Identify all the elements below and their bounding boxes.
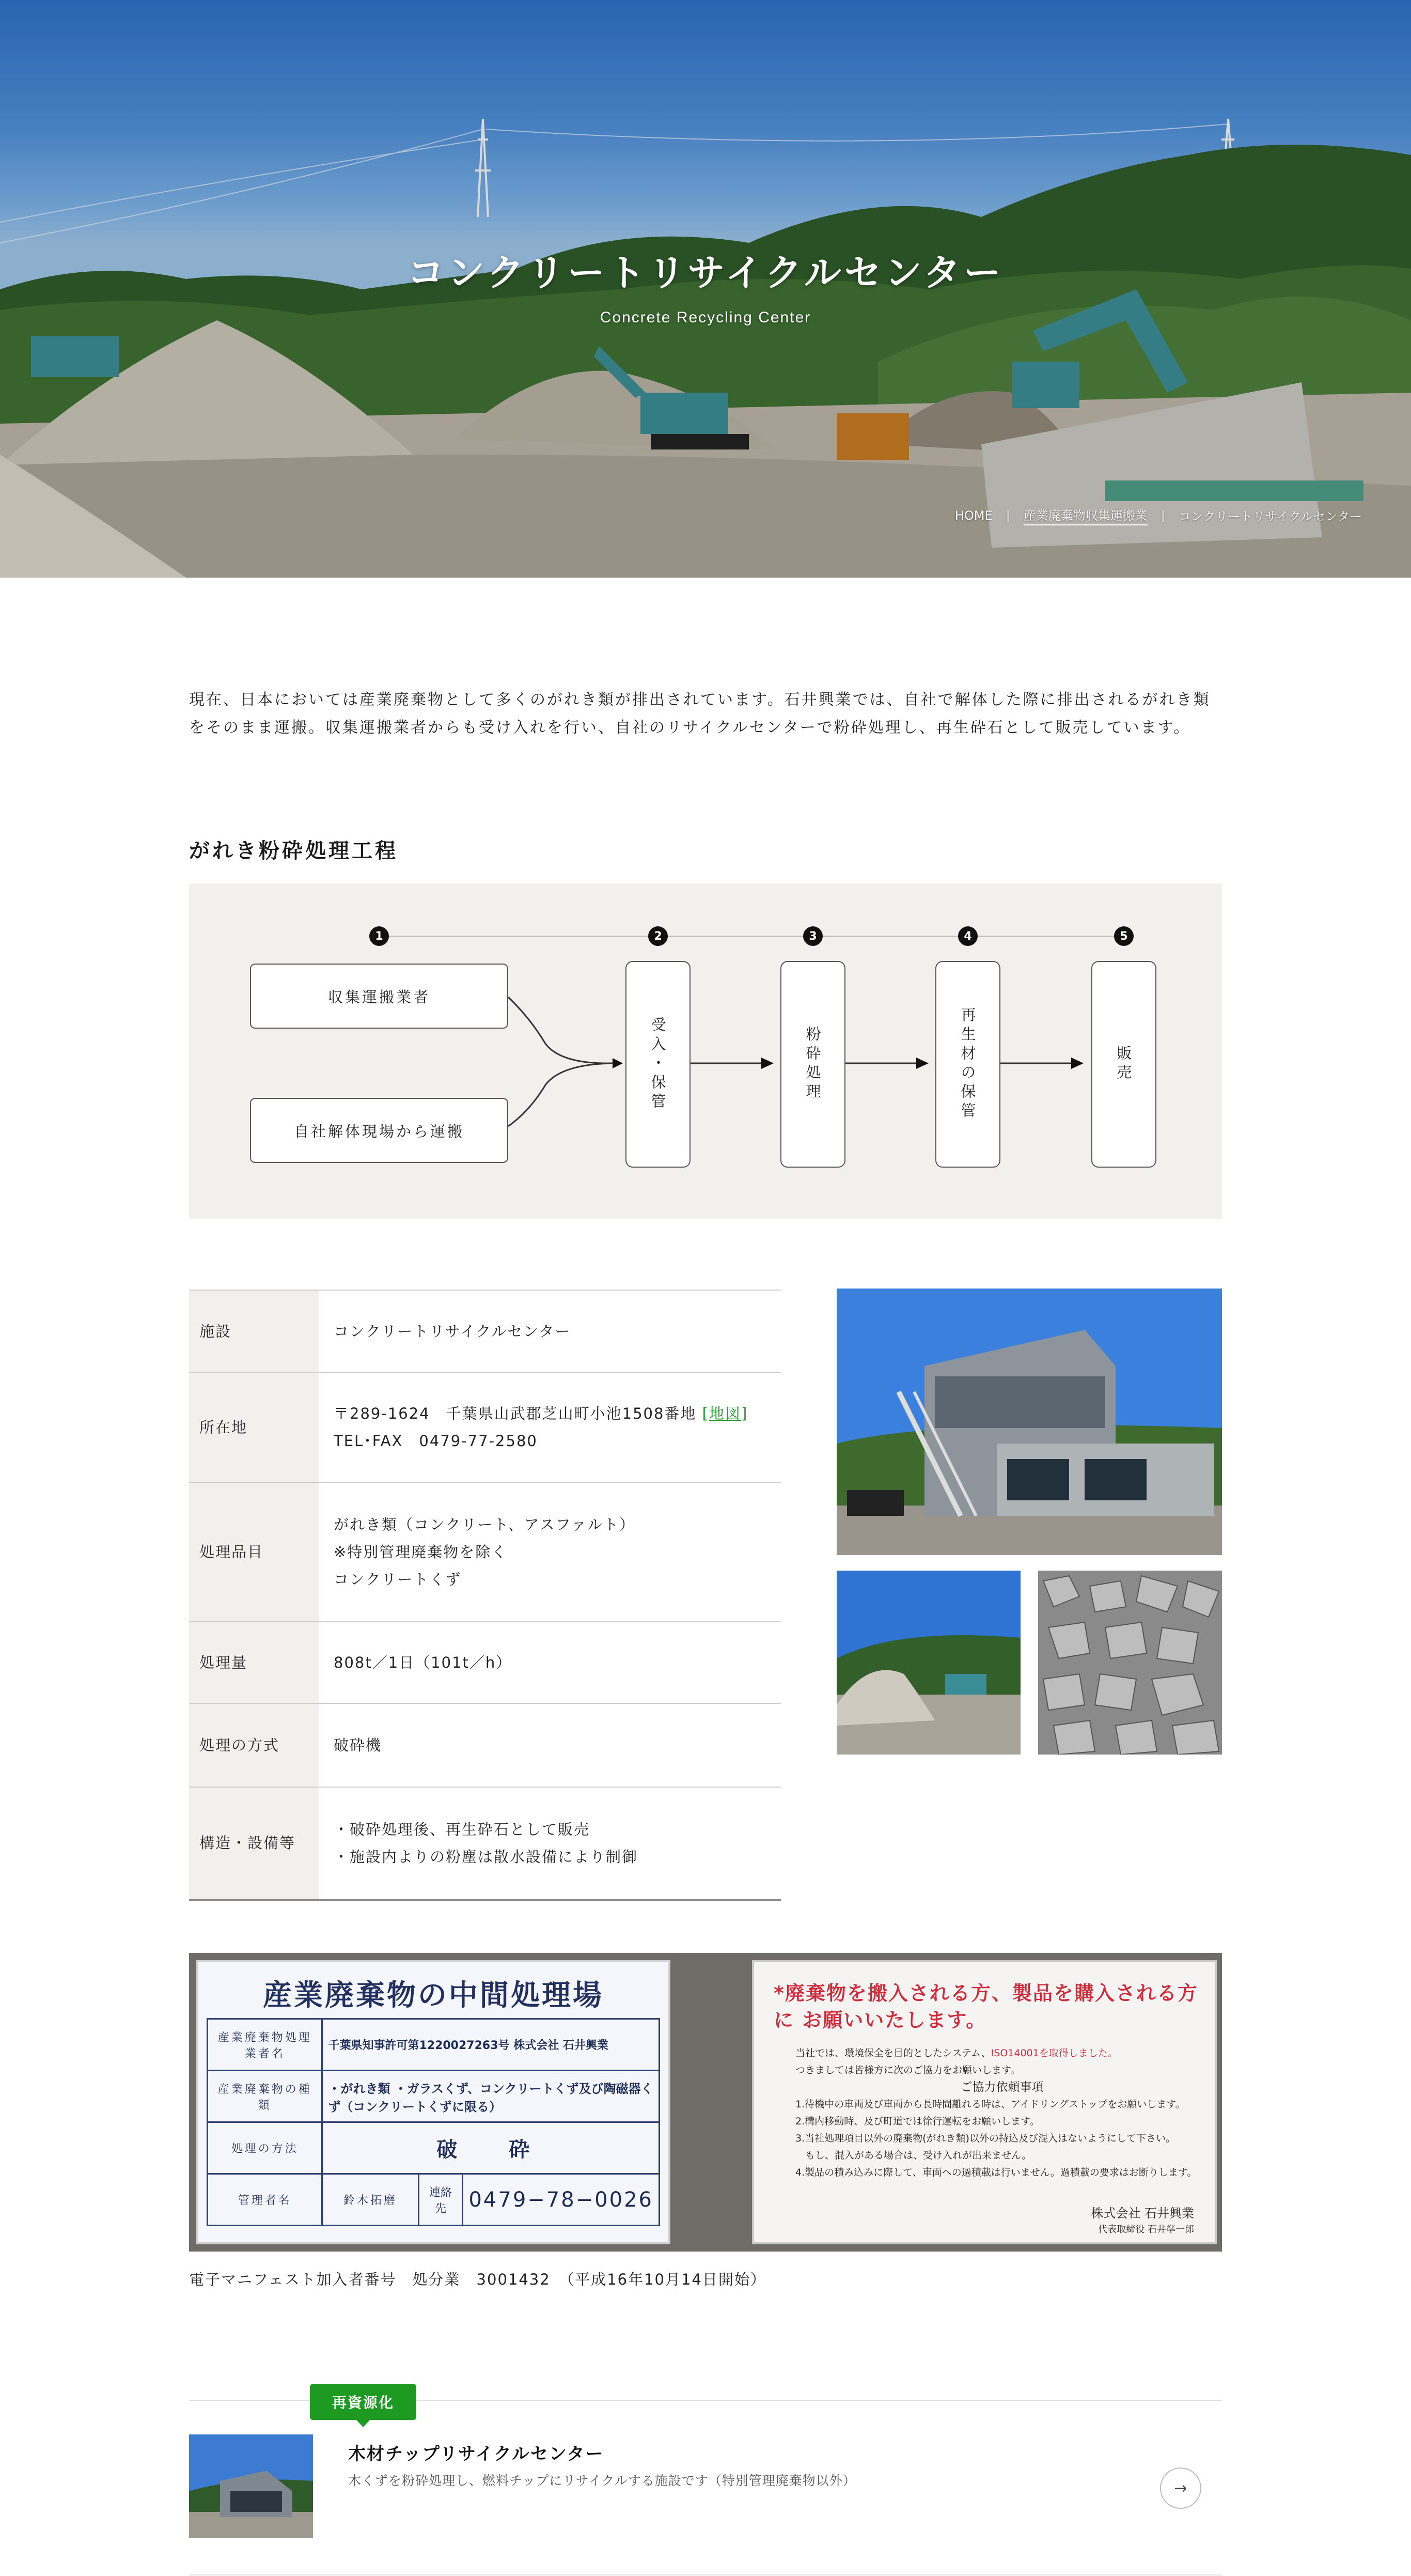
sign-row xyxy=(208,2122,660,2174)
tel-fax: TEL･FAX 0479-77-2580 xyxy=(334,1432,538,1450)
step-number-5: 5 xyxy=(1114,926,1134,946)
table-row xyxy=(189,1703,781,1787)
request-notice-sign xyxy=(752,1960,1217,2244)
row-label: 施設 xyxy=(189,1290,319,1373)
item-line: コンクリートくず xyxy=(334,1570,462,1588)
notice-item: 2.構内移動時、及び町道では徐行運転をお願いします。 xyxy=(795,2116,1040,2127)
table-row xyxy=(189,1482,781,1622)
capacity-value: 808t／1日（101t／h） xyxy=(334,1653,512,1671)
step-recycled-storage xyxy=(935,961,1000,1168)
breadcrumb-home-link[interactable]: HOME xyxy=(954,508,993,523)
sign-contact-label: 連絡先 xyxy=(418,2174,463,2226)
notice-item: 3.当社処理項目以外の廃棄物(がれき類)以外の持込及び混入はないようにして下さい。 xyxy=(795,2133,1175,2144)
notice-text: 当社では、環境保全を目的としたシステム、 xyxy=(795,2047,991,2059)
row-label: 処理品目 xyxy=(189,1482,319,1622)
step-crush-label: 粉砕処理 xyxy=(804,1026,822,1103)
sign-row xyxy=(208,2174,660,2226)
equipment-line: ・破砕処理後、再生砕石として販売 xyxy=(334,1820,590,1838)
row-label: 処理の方式 xyxy=(189,1703,319,1787)
sign-phone: 0479−78−0026 xyxy=(463,2174,660,2226)
sign-row xyxy=(208,2019,660,2071)
page-title: コンクリートリサイクルセンター xyxy=(407,251,1004,294)
source-collector-label: 収集運搬業者 xyxy=(327,988,430,1006)
sign-value: 千葉県知事許可第1220027263号 株式会社 石井興業 xyxy=(322,2019,660,2071)
map-link-bracket: [ xyxy=(702,1405,709,1422)
wood-chip-center-thumbnail xyxy=(189,2434,313,2538)
sign-key: 管理者名 xyxy=(208,2174,322,2226)
source-own-demolition-label: 自社解体現場から運搬 xyxy=(293,1122,464,1140)
notice-item: 4.製品の積み込みに際して、車両への過積載は行いません。過積載の要求はお断りします。 xyxy=(795,2167,1197,2178)
row-label: 構造・設備等 xyxy=(189,1787,319,1900)
breadcrumb-separator: | xyxy=(1161,508,1165,523)
notice-line: つきましては皆様方に次のご協力をお願いします。 xyxy=(795,2065,1021,2076)
breadcrumb xyxy=(955,505,1362,525)
table-row xyxy=(189,1622,781,1703)
sign-title: 産業廃棄物の中間処理場 xyxy=(263,1978,604,2012)
hero-banner xyxy=(0,0,1411,578)
divider xyxy=(189,2574,1222,2575)
notice-item: 1.待機中の車両及び車両から長時間離れる時は、アイドリングストップをお願いします。 xyxy=(795,2099,1185,2110)
row-value xyxy=(319,1703,781,1787)
related-card-title: 木材チップリサイクルセンター xyxy=(348,2444,604,2464)
breadcrumb-separator: | xyxy=(1006,508,1010,523)
table-row xyxy=(189,1290,781,1373)
arrow-right-icon[interactable]: → xyxy=(1160,2468,1201,2509)
sign-key: 産業廃棄物の種類 xyxy=(208,2071,322,2122)
row-value xyxy=(319,1787,781,1900)
step-number-3: 3 xyxy=(803,926,823,946)
sign-value: 鈴木拓磨 xyxy=(322,2174,418,2226)
table-row xyxy=(189,1787,781,1900)
related-card-description: 木くずを粉砕処理し、燃料チップにリサイクルする施設です（特別管理廃棄物以外） xyxy=(348,2473,856,2488)
item-line: ※特別管理廃棄物を除く xyxy=(334,1543,508,1561)
notice-highlight: ISO14001を取得しました。 xyxy=(991,2047,1118,2059)
notice-heading: ご協力依頼事項 xyxy=(960,2081,1044,2094)
address-line xyxy=(334,1400,781,1427)
breadcrumb-current: コンクリートリサイクルセンター xyxy=(1178,509,1362,524)
step-sales xyxy=(1091,961,1156,1168)
flow-connectors xyxy=(189,883,1222,1219)
notice-representative: 代表取締役 石井準一郎 xyxy=(1098,2224,1194,2235)
site-photo xyxy=(837,1571,1021,1755)
row-value xyxy=(319,1373,781,1482)
notice-item: もし、混入がある場合は、受け入れが出来ません。 xyxy=(795,2150,1032,2161)
process-flow-diagram xyxy=(189,883,1222,1219)
sign-key: 産業廃棄物処理業者名 xyxy=(208,2019,322,2071)
step-sales-label: 販売 xyxy=(1115,1045,1133,1083)
step-number-1: 1 xyxy=(369,926,389,946)
row-label: 処理量 xyxy=(189,1622,319,1703)
notice-body xyxy=(795,2045,1209,2181)
row-value xyxy=(319,1622,781,1703)
row-value xyxy=(319,1290,781,1373)
notice-title: *廃棄物を搬入される方、製品を購入される方に お願いいたします。 xyxy=(774,1982,1198,2031)
row-value xyxy=(319,1482,781,1622)
facility-name: コンクリートリサイクルセンター xyxy=(334,1322,571,1340)
method-value: 破砕機 xyxy=(334,1736,382,1754)
notice-company: 株式会社 石井興業 xyxy=(1091,2206,1194,2221)
map-link-bracket: ] xyxy=(741,1405,748,1422)
source-own-demolition xyxy=(250,1098,508,1163)
address-text: 〒289-1624 千葉県山武郡芝山町小池1508番地 xyxy=(334,1405,697,1422)
map-link[interactable]: 地図 xyxy=(709,1405,741,1422)
sign-key: 処理の方法 xyxy=(208,2122,322,2174)
breadcrumb-category-link[interactable]: 産業廃棄物収集運搬業 xyxy=(1024,505,1148,525)
category-badge: 再資源化 xyxy=(310,2384,416,2420)
facility-sign-photo xyxy=(189,1953,1222,2252)
equipment-line: ・施設内よりの粉塵は散水設備により制御 xyxy=(334,1848,638,1866)
row-label: 所在地 xyxy=(189,1373,319,1482)
sign-value: ・がれき類 ・ガラスくず、コンクリートくず及び陶磁器くず（コンクリートくずに限る） xyxy=(322,2071,660,2122)
sign-value: 破 砕 xyxy=(322,2122,660,2174)
e-manifest-caption: 電子マニフェスト加入者番号 処分業 3001432 （平成16年10月14日開始） xyxy=(189,2271,766,2288)
step-recycled-storage-label: 再生材の保管 xyxy=(959,1007,977,1122)
item-line: がれき類（コンクリート、アスファルト） xyxy=(334,1515,636,1533)
intermediate-treatment-sign xyxy=(196,1960,670,2244)
intro-text: 現在、日本においては産業廃棄物として多くのがれき類が排出されています。石井興業では、自社で解体した際に排出されるがれき類をそのまま運搬。収集運搬業者からも受け入れを行い、自社のリサイクルセンターで粉砕処理し、再生砕石として販売しています。 xyxy=(189,691,1211,737)
sign-table xyxy=(207,2018,660,2226)
table-row xyxy=(189,1373,781,1482)
notice-signature xyxy=(1091,2205,1194,2238)
sign-row xyxy=(208,2071,660,2122)
facility-info-table xyxy=(189,1290,781,1901)
process-section-title: がれき粉砕処理工程 xyxy=(189,839,398,863)
step-receive-store-label: 受入・保管 xyxy=(649,1016,667,1112)
step-number-4: 4 xyxy=(958,926,978,946)
notice-line xyxy=(795,2045,1209,2062)
crushed-stone-photo xyxy=(1038,1571,1222,1755)
step-crush xyxy=(780,961,845,1168)
facility-building-photo xyxy=(837,1289,1222,1555)
step-receive-store xyxy=(625,961,691,1168)
step-number-2: 2 xyxy=(648,926,668,946)
source-collector xyxy=(250,964,508,1029)
page-subtitle: Concrete Recycling Center xyxy=(600,309,811,326)
